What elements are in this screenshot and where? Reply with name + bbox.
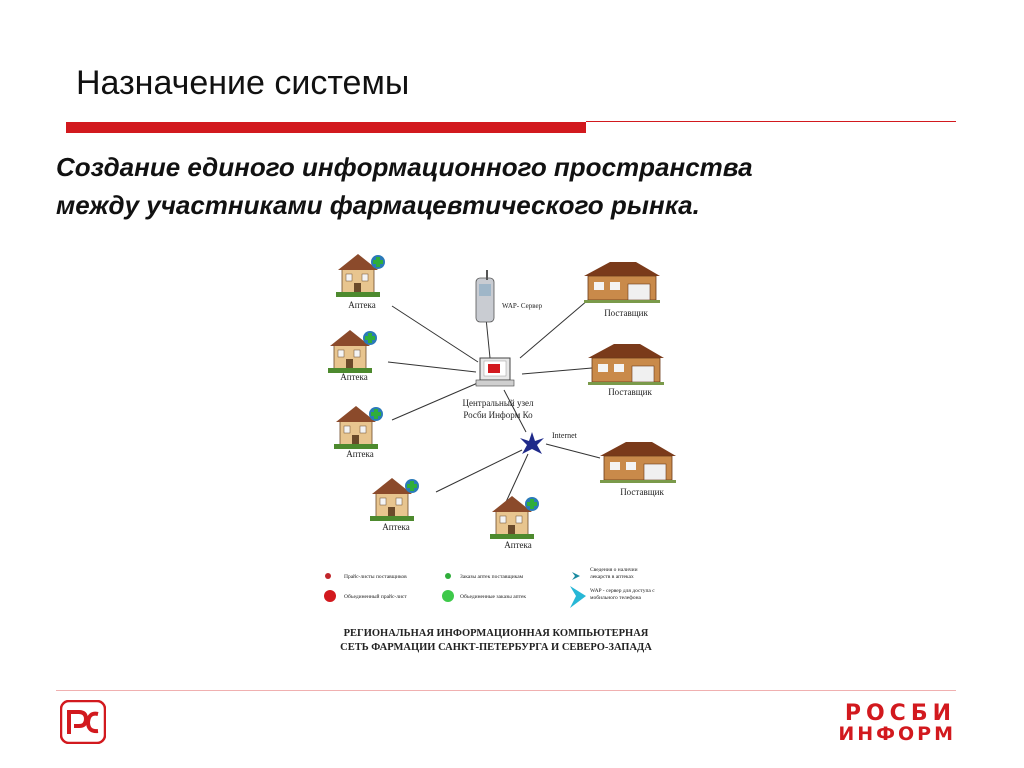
supplier-label-3: Поставщик [620,487,664,497]
pharmacy-label-1: Аптека [348,300,376,310]
pharmacy-node-3 [334,406,383,449]
supplier-node-2 [588,344,664,385]
legend-item-4: Объединенный прайс-лист [344,594,407,600]
slide-title: Назначение системы [76,64,410,102]
diagram-caption-1: РЕГИОНАЛЬНАЯ ИНФОРМАЦИОННАЯ КОМПЬЮТЕРНАЯ [343,628,649,639]
slide-subtitle [56,148,956,224]
legend-marker-red-small [325,573,331,579]
internet-label: Internet [552,431,577,440]
mobile-phone-icon [476,270,494,322]
brand-wordmark [838,701,956,745]
pharmacy-label-2: Аптека [340,372,368,382]
title-divider-line [586,121,956,122]
rosbi-logo-icon [60,700,106,744]
pharmacy-label-4: Аптека [382,522,410,532]
diagram-caption-2: СЕТЬ ФАРМАЦИИ САНКТ-ПЕТЕРБУРГА И СЕВЕРО-ЗАПАДА [340,642,652,653]
footer-divider [56,690,956,691]
legend-marker-arrow-large [570,586,586,608]
network-diagram [300,240,700,660]
legend-item-5: Объединенные заказы аптек [460,594,527,600]
pharmacy-node-2 [328,330,377,373]
central-node-label-1: Центральный узел [462,398,534,408]
legend-marker-red-large [324,590,336,602]
internet-icon [520,432,544,454]
pharmacy-node-1 [336,254,385,297]
pharmacy-node-5 [490,496,539,539]
brand-line-1: РОСБИ [844,701,956,726]
supplier-node-1 [584,262,660,303]
legend-marker-green-small [445,573,451,579]
central-node-label-2: Росби Информ Ко [463,410,533,420]
supplier-label-2: Поставщик [608,387,652,397]
legend-item-6a: WAP - сервер для доступа с [590,588,655,594]
pharmacy-label-3: Аптека [346,449,374,459]
title-accent-bar [66,122,586,133]
brand-line-2: ИНФОРМ [838,723,956,745]
pharmacy-node-4 [370,478,419,521]
wap-server-label: WAP- Сервер [502,302,543,310]
subtitle-line-1: Создание единого информационного пространства [56,152,753,182]
legend [324,567,655,608]
legend-item-3b: лекарств в аптеках [590,574,634,580]
central-server-icon [476,358,514,386]
supplier-node-3 [600,442,676,483]
legend-item-2: Заказы аптек поставщикам [460,574,524,580]
legend-item-6b: мобильного телефона [590,595,641,601]
supplier-label-1: Поставщик [604,308,648,318]
legend-item-3a: Сведения о наличии [590,567,638,573]
legend-marker-green-large [442,590,454,602]
pharmacy-label-5: Аптека [504,540,532,550]
subtitle-line-2: между участниками фармацевтического рынка. [56,190,700,220]
legend-item-1: Прайс-листы поставщиков [344,574,407,580]
legend-marker-arrow-small [572,572,580,580]
